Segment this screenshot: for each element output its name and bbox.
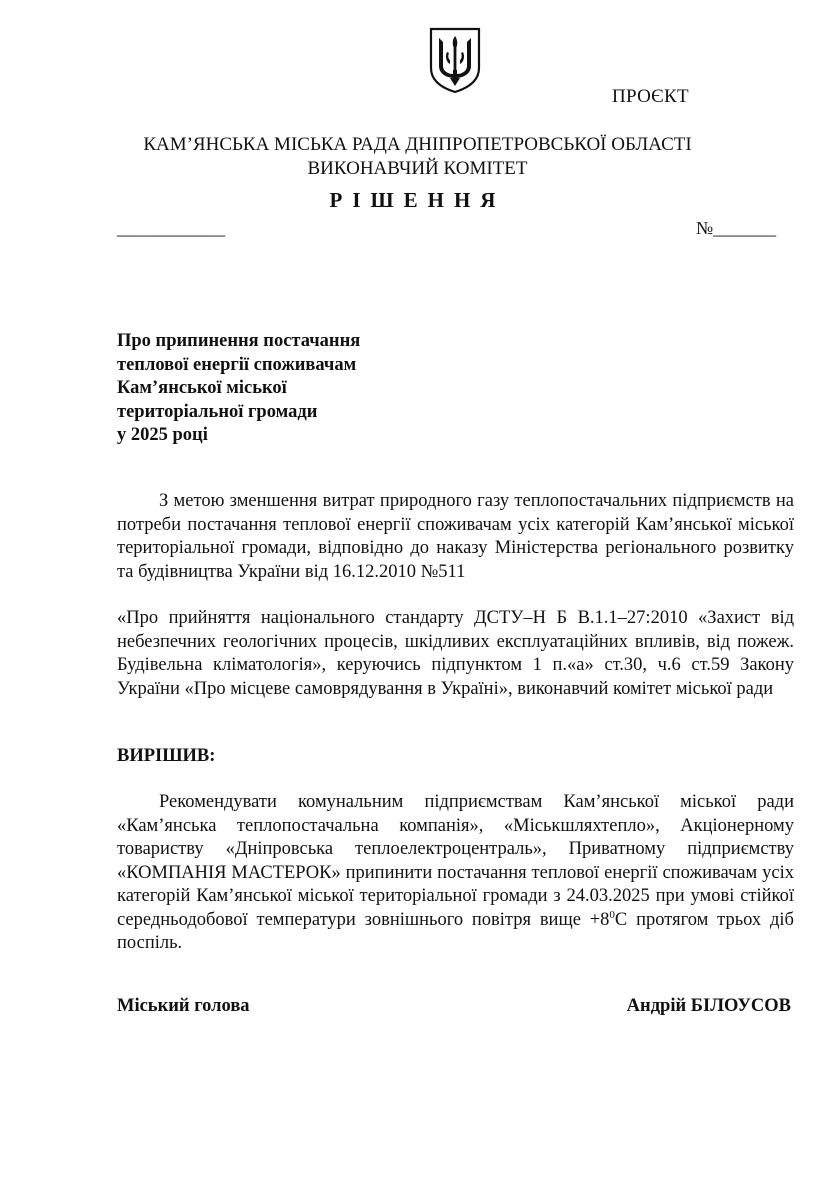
council-header (0, 133, 835, 181)
degree-superscript: 0 (609, 908, 615, 921)
resolved-label: ВИРІШИВ: (117, 746, 216, 766)
subject-line: Про припинення постачання (117, 331, 361, 351)
date-placeholder: ____________ (117, 218, 225, 238)
number-placeholder: №_______ (696, 218, 777, 238)
signatory-name: Андрій БІЛОУСОВ (626, 996, 791, 1016)
resolution-text: Рекомендувати комунальним підприємствам Кам’янської міської ради «Кам’янська теплопостачальна компанія», «Міськшляхтепло», Акціонерному товариству «Дніпровська теплоелектроцентраль», Приватному підприємству «КОМПАНІЯ МАСТЕРОК» припинити постачання теплової енергії споживачам усіх категорій Кам’янської міської територіальної громади з 24.03.2025 при умові стійкої середньодобової температури зовнішнього повітря вище +8 (117, 792, 794, 930)
subject-line: теплової енергії споживачам (117, 354, 357, 375)
resolution-text-end: С протягом трьох діб поспіль. (117, 909, 794, 953)
preamble-paragraph: З метою зменшення витрат природного газу теплопостачальних підприємств на потреби постачання теплової енергії споживачам усіх категорій Кам’янської міської територіальної громади, відповідно до наказу Міністерства регіонального розвитку та будівництва України від 16.12.2010 №511 (117, 491, 794, 582)
resolution-paragraph (117, 791, 794, 956)
ukraine-trident-emblem-icon (428, 26, 482, 94)
subject-line: Кам’янської міської (117, 378, 287, 398)
decision-subject (117, 330, 360, 448)
subject-line: територіальної громади (117, 401, 318, 422)
legal-basis-paragraph: «Про прийняття національного стандарту ДСТУ–Н Б В.1.1–27:2010 «Захист від небезпечних геологічних процесів, шкідливих експлуатаційних впливів, від пожеж. Будівельна кліматологія», керуючись підпунктом 1 п.«а» ст.30, ч.6 ст.59 Закону України «Про місцеве самоврядування в Україні», виконавчий комітет міської ради (117, 608, 794, 699)
subject-line: у 2025 році (117, 425, 208, 445)
executive-committee: ВИКОНАВЧИЙ КОМІТЕТ (307, 158, 528, 179)
signatory-title: Міський голова (117, 996, 250, 1016)
draft-label: ПРОЄКТ (612, 86, 689, 107)
council-name: КАМ’ЯНСЬКА МІСЬКА РАДА ДНІПРОПЕТРОВСЬКОЇ ОБЛАСТІ (143, 134, 692, 155)
decision-title: РІШЕННЯ (329, 188, 506, 212)
